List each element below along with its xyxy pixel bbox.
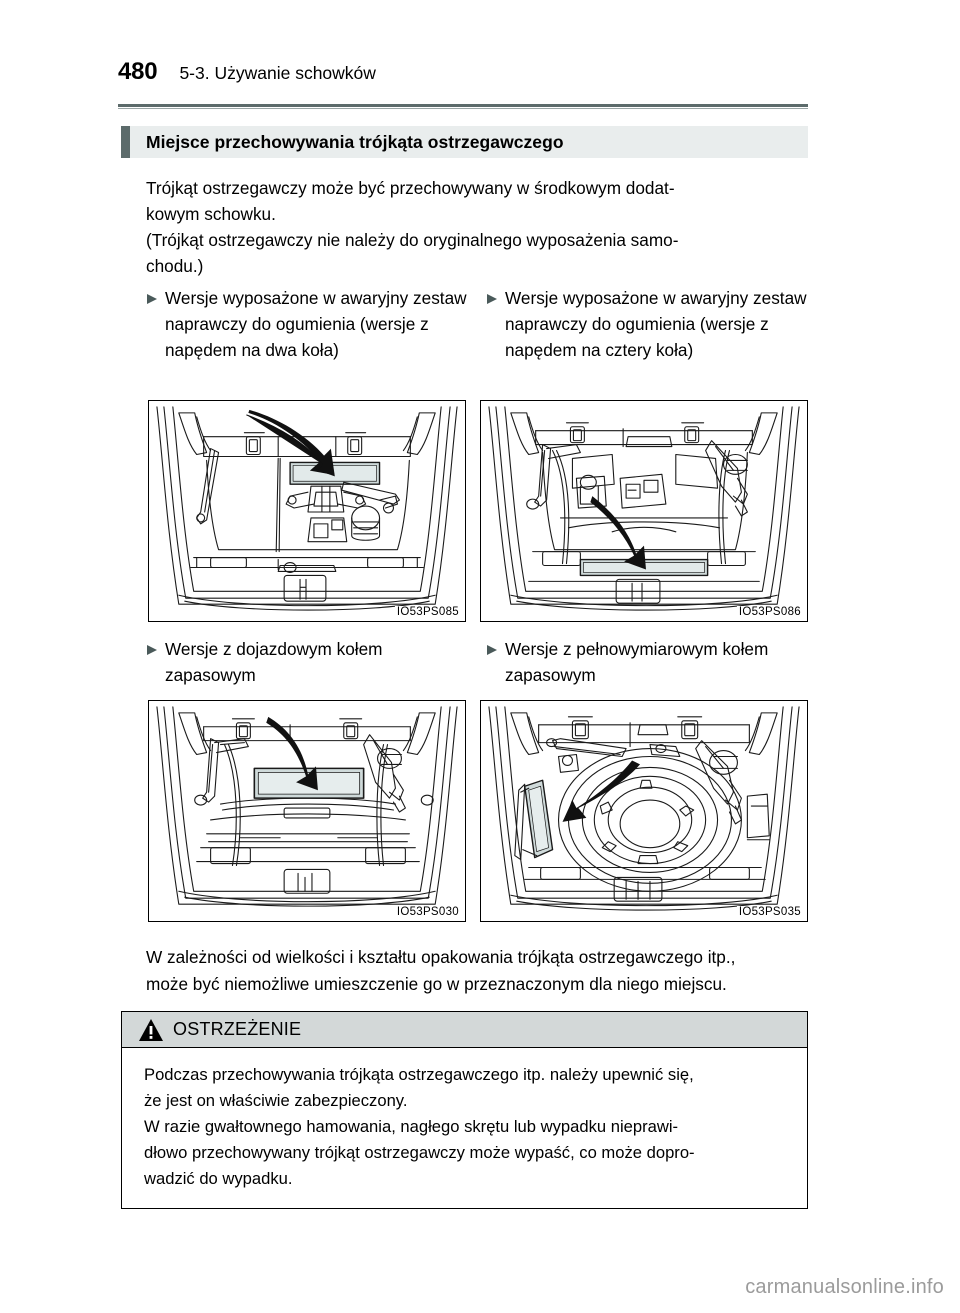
warning-line-1: Podczas przechowywania trójkąta ostrzegawczego itp. należy upewnić się, [144, 1065, 694, 1084]
bullet-label-bottom-right: Wersje z pełnowymiarowym kołem zapasowym [505, 639, 769, 685]
bullet-item-bottom-right [478, 636, 810, 688]
section-breadcrumb: 5-3. Używanie schowków [179, 63, 376, 83]
intro-line-4: chodu.) [146, 256, 204, 276]
page-header [118, 58, 808, 94]
intro-line-3: (Trójkąt ostrzegawczy nie należy do oryginalnego wyposażenia samo- [146, 230, 679, 250]
warning-box [121, 1011, 808, 1209]
warning-header [121, 1011, 808, 1048]
note-line-2: może być niemożliwe umieszczenie go w przeznaczonym dla niego miejscu. [146, 974, 727, 994]
bullet-row-top [146, 285, 810, 363]
pointer-arrow-icon [563, 760, 641, 821]
bullet-label-top-right: Wersje wyposażone w awaryjny zestaw naprawczy do ogumienia (wersje z napędem na cztery koła) [505, 288, 807, 360]
intro-paragraph [146, 175, 810, 279]
note-paragraph [146, 944, 810, 998]
warning-line-2: że jest on właściwie zabezpieczony. [144, 1091, 408, 1110]
figure-trunk-tire-kit-2wd [148, 400, 466, 622]
figure-code-top-left: IO53PS085 [396, 606, 459, 618]
illustration-trunk-compact-spare [149, 701, 465, 921]
site-watermark: carmanualsonline.info [745, 1276, 944, 1298]
section-accent-bar [121, 126, 130, 158]
figure-code-top-right: IO53PS086 [738, 606, 801, 618]
figure-code-bottom-left: IO53PS030 [396, 906, 459, 918]
intro-line-1: Trójkąt ostrzegawczy może być przechowywany w środkowym dodat- [146, 178, 675, 198]
illustration-trunk-full-size-spare [481, 701, 807, 921]
bullet-item-bottom-left [146, 636, 478, 688]
note-line-1: W zależności od wielkości i kształtu opakowania trójkąta ostrzegawczego itp., [146, 947, 736, 967]
illustration-trunk-4wd [481, 401, 807, 621]
bullet-label-top-left: Wersje wyposażone w awaryjny zestaw naprawczy do ogumienia (wersje z napędem na dwa koła) [165, 288, 467, 360]
triangle-bullet-icon [146, 293, 162, 305]
header-rule [118, 104, 808, 107]
bullet-label-bottom-left: Wersje z dojazdowym kołem zapasowym [165, 639, 383, 685]
warning-triangle-icon [138, 1018, 164, 1042]
figure-code-bottom-right: IO53PS035 [738, 906, 801, 918]
warning-line-4: dłowo przechowywany trójkąt ostrzegawczy może wypaść, co może dopro- [144, 1143, 695, 1162]
section-title-band [121, 126, 808, 158]
section-title: Miejsce przechowywania trójkąta ostrzegawczego [146, 131, 564, 152]
bullet-row-bottom [146, 636, 810, 688]
illustration-trunk-2wd [149, 401, 465, 621]
bullet-item-top-right [478, 285, 810, 363]
warning-body [121, 1048, 808, 1209]
warning-line-3: W razie gwałtownego hamowania, nagłego skrętu lub wypadku nieprawi- [144, 1117, 679, 1136]
figure-trunk-full-size-spare [480, 700, 808, 922]
triangle-bullet-icon [146, 644, 162, 656]
warning-title: OSTRZEŻENIE [173, 1019, 302, 1039]
warning-line-5: wadzić do wypadku. [144, 1169, 293, 1188]
triangle-bullet-icon [486, 644, 502, 656]
triangle-bullet-icon [486, 293, 502, 305]
figure-trunk-tire-kit-4wd [480, 400, 808, 622]
bullet-item-top-left [146, 285, 478, 363]
intro-line-2: kowym schowku. [146, 204, 276, 224]
figure-trunk-compact-spare [148, 700, 466, 922]
header-rule-secondary [118, 108, 808, 109]
page-number: 480 [118, 58, 158, 85]
